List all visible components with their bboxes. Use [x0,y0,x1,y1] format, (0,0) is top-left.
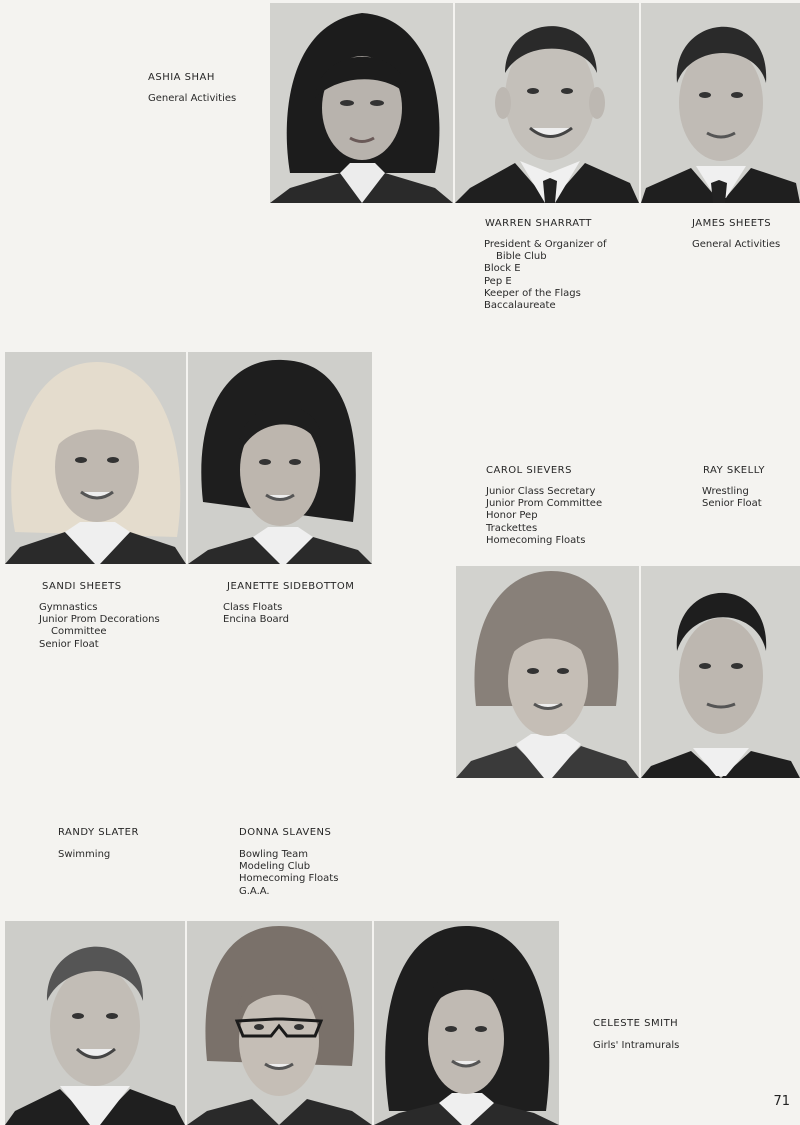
activity-item: Girls' Intramurals [593,1040,680,1051]
student-activities-carol-sievers [486,486,602,547]
student-activities-warren-sharratt [484,239,607,312]
activity-item: Class Floats [223,602,283,613]
activity-item: Junior Prom Decorations [39,614,160,626]
student-name-donna-slavens: DONNA SLAVENS [239,827,332,838]
student-name-ray-skelly: RAY SKELLY [703,465,766,476]
portrait-carol-sievers [456,566,639,778]
activity-item: Baccalaureate [484,300,556,312]
student-name-carol-sievers: CAROL SIEVERS [486,465,572,476]
student-activities-randy-slater [58,849,110,861]
activity-item: Junior Class Secretary [486,486,596,497]
student-name-james-sheets: JAMES SHEETS [692,218,772,229]
activity-item: Bible Club [496,251,547,263]
activity-item: Honor Pep [486,510,538,522]
portrait-james-sheets [641,3,800,203]
student-activities-jeanette-sidebottom [223,602,289,626]
portrait-randy-slater [5,921,185,1125]
student-name-ashia-shah: ASHIA SHAH [148,72,215,83]
portrait-celeste-smith [374,921,559,1125]
activity-item: Gymnastics [39,602,98,613]
portrait-sandi-sheets [5,352,186,564]
student-activities-sandi-sheets [39,602,160,651]
portrait-donna-slavens [187,921,372,1125]
activity-item: Senior Float [702,498,762,510]
activity-item: Trackettes [486,522,538,534]
activity-item: Homecoming Floats [239,873,339,885]
activity-item: Junior Prom Committee [486,498,603,510]
portrait-ashia-shah [270,3,453,203]
student-name-celeste-smith: CELESTE SMITH [593,1018,679,1029]
activity-item: Swimming [58,849,111,860]
page-number: 71 [773,1094,790,1109]
student-activities-celeste-smith [593,1040,679,1052]
activity-item: General Activities [148,93,237,104]
student-activities-donna-slavens [239,849,338,898]
student-name-sandi-sheets: SANDI SHEETS [42,581,122,592]
activity-item: Keeper of the Flags [484,287,581,299]
activity-item: Committee [51,626,107,638]
activity-item: Wrestling [702,486,749,497]
student-name-randy-slater: RANDY SLATER [58,827,139,838]
student-name-warren-sharratt: WARREN SHARRATT [485,218,592,229]
activity-item: Encina Board [223,614,289,626]
activity-item: Senior Float [39,638,99,650]
portrait-jeanette-sidebottom [188,352,372,564]
student-name-jeanette-sidebottom: JEANETTE SIDEBOTTOM [227,581,355,592]
activity-item: G.A.A. [239,885,270,897]
activity-item: Modeling Club [239,861,311,873]
student-activities-ray-skelly [702,486,762,510]
activity-item: Block E [484,263,521,275]
activity-item: General Activities [692,239,781,250]
activity-item: Homecoming Floats [486,534,586,546]
portrait-ray-skelly [641,566,800,778]
portrait-warren-sharratt [455,3,639,203]
student-activities-ashia-shah [148,93,236,105]
activity-item: Pep E [484,275,512,287]
student-activities-james-sheets [692,239,780,251]
activity-item: President & Organizer of [484,239,607,250]
activity-item: Bowling Team [239,849,309,860]
